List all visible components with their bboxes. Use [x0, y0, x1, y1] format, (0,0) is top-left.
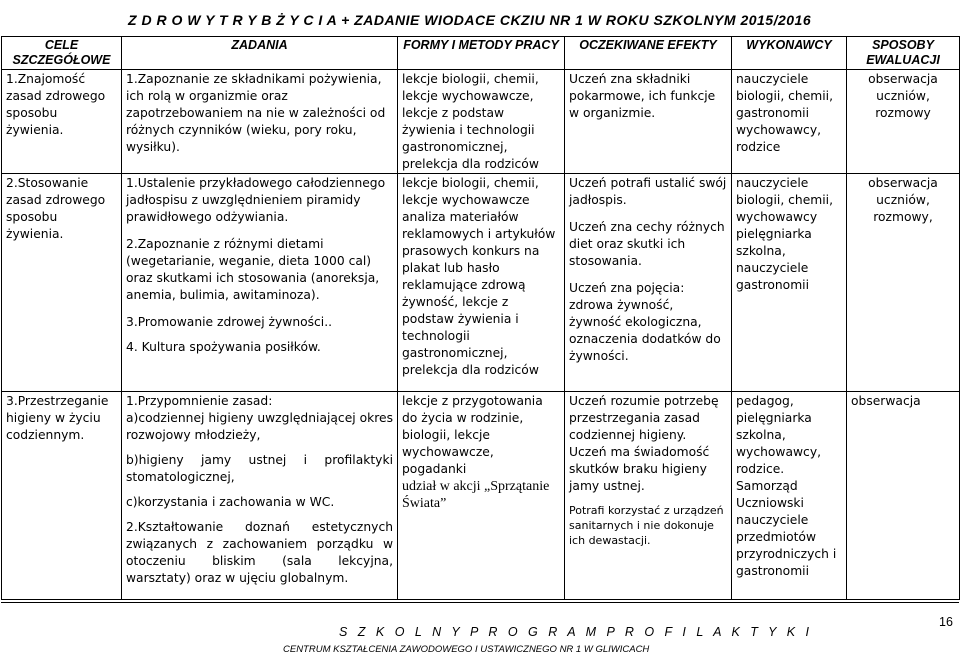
- row3-cele: 3.Przestrzeganie higieny w życiu codziennym.: [2, 392, 122, 600]
- header-formy: FORMY I METODY PRACY: [398, 37, 565, 70]
- footer-program-title: S Z K O L N Y P R O G R A M P R O F I L A K T Y K I: [339, 625, 813, 639]
- row3-forma-1: lekcje z przygotowania do życia w rodzinie, biologii, lekcje wychowawcze, pogadanki: [402, 394, 543, 476]
- row2-zadanie-3: 3.Promowanie zdrowej żywności..: [126, 315, 333, 329]
- row3-zadanie-2: a)codziennej higieny uwzględniającej okres rozwojowy młodzieży,: [126, 411, 393, 442]
- row2-zadanie-2: 2.Zapoznanie z różnymi dietami (wegetarianie, weganie, dieta 1000 cal) oraz skutkami ich stosowania (anoreksja, anemia, bulimia, awitaminoza).: [126, 237, 380, 302]
- row1-zadanie-1: 1.Zapoznanie ze składnikami pożywienia, ich rolą w organizmie oraz zapotrzebowaniem na nie w zależności od różnych czynników (wieku, pory roku, wysiłku).: [126, 72, 386, 154]
- row3-zadanie-5: 2.Kształtowanie doznań estetycznych związanych z zachowaniem porządku w otoczeniu bliskim (sala lekcyjna, warsztaty) oraz w ujęciu globalnym.: [126, 520, 393, 585]
- row1-cele: 1.Znajomość zasad zdrowego sposobu żywienia.: [2, 70, 122, 174]
- row2-zadanie-4: 4. Kultura spożywania posiłków.: [126, 340, 321, 354]
- table-row: [2, 392, 960, 600]
- row2-efekty: [565, 174, 732, 392]
- header-wykonawcy: WYKONAWCY: [732, 37, 847, 70]
- row3-zadania: [122, 392, 398, 600]
- row3-efekty: [565, 392, 732, 600]
- row2-wykonawcy: nauczyciele biologii, chemii, wychowawcy pielęgniarka szkolna, nauczyciele gastronomii: [732, 174, 847, 392]
- row2-zadania: [122, 174, 398, 392]
- plan-table: [1, 36, 960, 600]
- row3-wykonawcy: pedagog, pielęgniarka szkolna, wychowawcy, rodzice. Samorząd Uczniowski nauczyciele przedmiotów przyrodniczych i gastronomii: [732, 392, 847, 600]
- row1-efekty: [565, 70, 732, 174]
- header-zadania: ZADANIA: [122, 37, 398, 70]
- row3-zadanie-3: b)higieny jamy ustnej i profilaktyki stomatologicznej,: [126, 453, 393, 484]
- header-efekty: OCZEKIWANE EFEKTY: [565, 37, 732, 70]
- row2-sposoby: obserwacja uczniów, rozmowy,: [847, 174, 960, 392]
- row3-efekt-2: Potrafi korzystać z urządzeń sanitarnych i nie dokonuje ich dewastacji.: [569, 504, 724, 547]
- footer-institution: CENTRUM KSZTAŁCENIA ZAWODOWEGO I USTAWICZNEGO NR 1 W GLIWICACH: [283, 644, 650, 655]
- page-footer: [1, 602, 959, 656]
- row2-formy: lekcje biologii, chemii, lekcje wychowawcze analiza materiałów reklamowych i artykułów prasowych konkurs na plakat lub hasło reklamujące zdrową żywność, lekcje z podstaw żywienia i technologii gastronomicznej, prelekcja dla rodziców: [398, 174, 565, 392]
- row3-forma-2: udział w akcji „Sprzątanie Świata”: [402, 479, 550, 511]
- row1-efekt-1: Uczeń zna składniki pokarmowe, ich funkcje w organizmie.: [569, 72, 716, 120]
- row2-efekt-3: Uczeń zna pojęcia: zdrowa żywność, żywność ekologiczna, oznaczenia dodatków do żywności.: [569, 281, 721, 363]
- table-row: [2, 70, 960, 174]
- header-sposoby: SPOSOBY EWALUACJI: [847, 37, 960, 70]
- row1-formy: lekcje biologii, chemii, lekcje wychowawcze, lekcje z podstaw żywienia i technologii gastronomicznej, prelekcja dla rodziców: [398, 70, 565, 174]
- table-row: [2, 174, 960, 392]
- row3-zadanie-1: 1.Przypomnienie zasad:: [126, 394, 273, 408]
- row3-formy: [398, 392, 565, 600]
- page-number: 16: [939, 615, 953, 629]
- document-title: Z D R O W Y T R Y B Ż Y C I A + ZADANIE WIODACE CKZIU NR 1 W ROKU SZKOLNYM 2015/2016: [128, 12, 812, 28]
- row3-zadanie-4: c)korzystania i zachowania w WC.: [126, 495, 335, 509]
- row2-efekt-2: Uczeń zna cechy różnych diet oraz skutki ich stosowania.: [569, 220, 725, 268]
- row2-cele: 2.Stosowanie zasad zdrowego sposobu żywienia.: [2, 174, 122, 392]
- row2-zadanie-1: 1.Ustalenie przykładowego całodziennego jadłospisu z uwzględnieniem piramidy prawidłowego odżywiania.: [126, 176, 386, 224]
- row1-wykonawcy: nauczyciele biologii, chemii, gastronomii wychowawcy, rodzice: [732, 70, 847, 174]
- header-cele: CELE SZCZEGÓŁOWE: [2, 37, 122, 70]
- row2-efekt-1: Uczeń potrafi ustalić swój jadłospis.: [569, 176, 727, 207]
- row3-efekt-1: Uczeń rozumie potrzebę przestrzegania zasad codziennej higieny. Uczeń ma świadomość skutków braku higieny jamy ustnej.: [569, 394, 719, 493]
- row1-sposoby: obserwacja uczniów, rozmowy: [847, 70, 960, 174]
- row3-sposoby: obserwacja: [847, 392, 960, 600]
- table-header-row: [2, 37, 960, 70]
- row1-zadania: [122, 70, 398, 174]
